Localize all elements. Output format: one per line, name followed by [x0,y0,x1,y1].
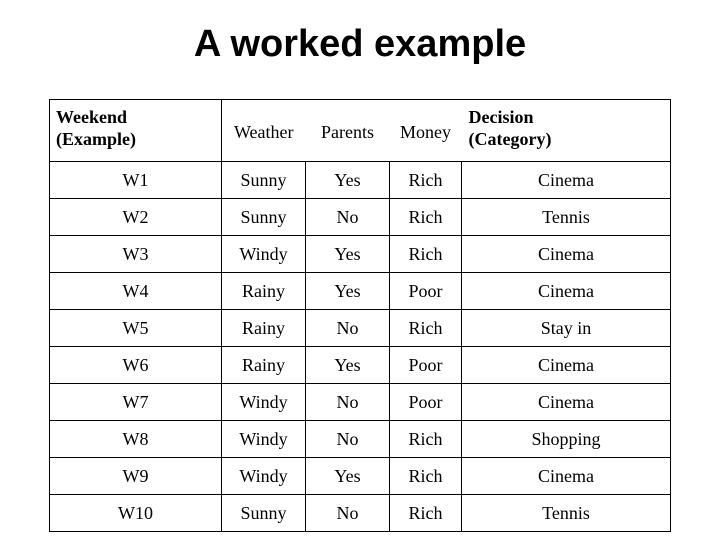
cell-weekend: W10 [50,495,222,532]
cell-parents: Yes [306,162,390,199]
cell-parents: No [306,495,390,532]
cell-weekend: W8 [50,421,222,458]
header-money: Money [390,100,462,162]
header-weekend-line1: Weekend [56,107,128,127]
table-row [50,199,671,236]
cell-money: Poor [390,273,462,310]
cell-decision: Cinema [462,384,671,421]
example-table [49,99,671,532]
cell-weather: Sunny [222,199,306,236]
cell-decision: Stay in [462,310,671,347]
cell-parents: No [306,421,390,458]
cell-parents: Yes [306,273,390,310]
cell-decision: Cinema [462,273,671,310]
table-row [50,458,671,495]
cell-weekend: W4 [50,273,222,310]
cell-weather: Rainy [222,310,306,347]
cell-parents: No [306,199,390,236]
table-row [50,273,671,310]
header-decision-line1: Decision [468,107,534,127]
cell-weekend: W5 [50,310,222,347]
table-row [50,347,671,384]
cell-money: Rich [390,458,462,495]
cell-money: Rich [390,162,462,199]
cell-weekend: W9 [50,458,222,495]
cell-parents: No [306,384,390,421]
cell-decision: Cinema [462,236,671,273]
table-row [50,421,671,458]
cell-money: Poor [390,347,462,384]
cell-weekend: W3 [50,236,222,273]
cell-money: Rich [390,495,462,532]
table-row [50,236,671,273]
cell-decision: Cinema [462,347,671,384]
header-parents: Parents [306,100,390,162]
cell-decision: Cinema [462,458,671,495]
cell-weather: Windy [222,384,306,421]
cell-money: Rich [390,421,462,458]
cell-weather: Sunny [222,162,306,199]
table-row [50,310,671,347]
cell-weather: Windy [222,458,306,495]
cell-weather: Rainy [222,273,306,310]
cell-weekend: W1 [50,162,222,199]
cell-money: Rich [390,199,462,236]
cell-weather: Windy [222,236,306,273]
table-row [50,384,671,421]
header-decision [462,100,671,162]
cell-parents: Yes [306,458,390,495]
cell-weather: Windy [222,421,306,458]
header-weekend-line2: (Example) [56,129,136,149]
table-header-row [50,100,671,162]
cell-parents: No [306,310,390,347]
cell-weather: Sunny [222,495,306,532]
cell-money: Rich [390,236,462,273]
cell-weekend: W7 [50,384,222,421]
cell-parents: Yes [306,347,390,384]
cell-decision: Shopping [462,421,671,458]
cell-decision: Cinema [462,162,671,199]
table-row [50,495,671,532]
page-title: A worked example [193,23,527,65]
cell-weekend: W2 [50,199,222,236]
cell-weekend: W6 [50,347,222,384]
cell-decision: Tennis [462,199,671,236]
header-decision-line2: (Category) [468,129,552,149]
cell-money: Poor [390,384,462,421]
cell-parents: Yes [306,236,390,273]
header-weekend [50,100,222,162]
cell-money: Rich [390,310,462,347]
cell-weather: Rainy [222,347,306,384]
header-weather: Weather [222,100,306,162]
cell-decision: Tennis [462,495,671,532]
table-row [50,162,671,199]
